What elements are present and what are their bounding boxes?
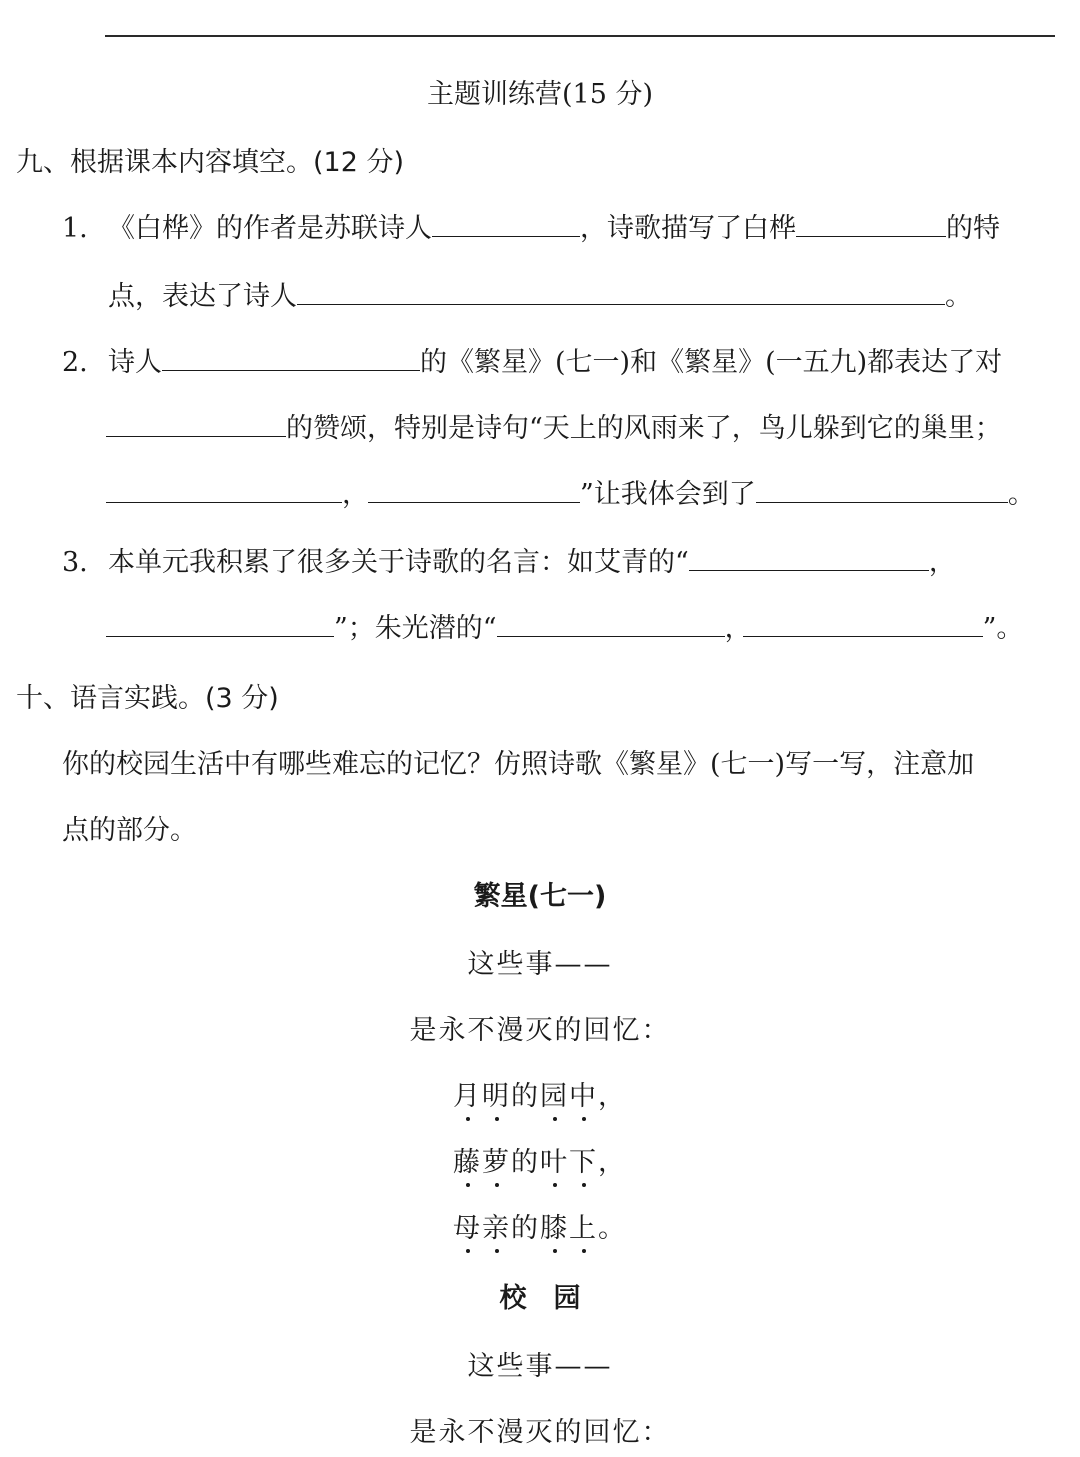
dotted-char: 明 — [482, 1074, 511, 1113]
answer-blank[interactable] — [432, 214, 580, 237]
dotted-char: 园 — [540, 1074, 569, 1113]
answer-blank[interactable] — [756, 480, 1008, 503]
section-9-title: 九、根据课本内容填空。(12 分) — [16, 147, 405, 178]
question-1-line-1 — [62, 206, 1000, 245]
question-3-text-d: ， — [724, 613, 752, 644]
poem-char: 的 — [511, 1213, 540, 1244]
question-2-text-d: ， — [342, 479, 369, 510]
section-10-title: 十、语言实践。(3 分) — [16, 683, 279, 714]
dotted-char: 中 — [569, 1074, 598, 1113]
question-3-line-1 — [62, 540, 956, 579]
dotted-char: 月 — [453, 1074, 482, 1113]
answer-blank[interactable] — [297, 282, 945, 305]
question-1-text-b: ，诗歌描写了白桦 — [580, 213, 796, 244]
poem-char: 的 — [511, 1147, 540, 1178]
dotted-char: 下 — [569, 1140, 598, 1179]
poem-dotted-line — [0, 1074, 1080, 1113]
section-10-prompt-line-2: 点的部分。 — [62, 815, 197, 846]
answer-blank[interactable] — [689, 548, 929, 571]
header-rule — [105, 35, 1055, 37]
question-2-text-e: ”让我体会到了 — [580, 479, 756, 510]
question-1-text-e: 。 — [945, 281, 972, 312]
question-2-text-f: 。 — [1007, 479, 1035, 510]
question-3-line-2 — [106, 606, 1023, 645]
poem-punct: 。 — [598, 1213, 627, 1244]
poem-2-line: 这些事—— — [467, 1351, 613, 1382]
question-1-text-c: 的特 — [946, 213, 1000, 244]
poem-punct: ， — [598, 1147, 627, 1178]
section-10-prompt-line-1: 你的校园生活中有哪些难忘的记忆？仿照诗歌《繁星》(七一)写一写，注意加 — [62, 749, 975, 780]
question-3-text-b: ， — [928, 547, 956, 578]
poem-dotted-line — [0, 1206, 1080, 1245]
poem-2-title: 校 园 — [499, 1283, 581, 1314]
question-3-text-c: ”；朱光潜的“ — [334, 613, 497, 644]
page-heading: 主题训练营(15 分) — [426, 79, 653, 110]
dotted-char: 叶 — [540, 1140, 569, 1179]
poem-dotted-line — [0, 1140, 1080, 1179]
answer-blank[interactable] — [106, 414, 286, 437]
question-1-text-d: 点，表达了诗人 — [108, 281, 297, 312]
question-1-number: 1. — [62, 213, 88, 244]
question-2-line-1 — [62, 340, 1002, 379]
poem-punct: ， — [598, 1081, 627, 1112]
question-2-number: 2. — [62, 347, 88, 378]
question-2-text-a: 诗人 — [108, 347, 162, 378]
answer-blank[interactable] — [106, 614, 334, 637]
poem-line: 是永不漫灭的回忆： — [409, 1015, 671, 1046]
answer-blank[interactable] — [106, 480, 342, 503]
question-2-line-3 — [106, 472, 1035, 511]
answer-blank[interactable] — [162, 348, 420, 371]
dotted-char: 膝 — [540, 1206, 569, 1245]
dotted-char: 上 — [569, 1206, 598, 1245]
question-2-text-b: 的《繁星》(七一)和《繁星》(一五九)都表达了对 — [420, 347, 1003, 378]
answer-blank[interactable] — [796, 214, 946, 237]
answer-blank[interactable] — [743, 614, 983, 637]
dotted-char: 亲 — [482, 1206, 511, 1245]
dotted-char: 藤 — [453, 1140, 482, 1179]
question-3-text-a: 本单元我积累了很多关于诗歌的名言：如艾青的“ — [108, 547, 689, 578]
question-2-text-c: 的赞颂，特别是诗句“天上的风雨来了，鸟儿躲到它的巢里； — [286, 413, 1002, 444]
question-2-line-2 — [106, 406, 1002, 445]
dotted-char: 母 — [453, 1206, 482, 1245]
poem-char: 的 — [511, 1081, 540, 1112]
dotted-char: 萝 — [482, 1140, 511, 1179]
poem-line: 这些事—— — [467, 949, 613, 980]
poem-2-line: 是永不漫灭的回忆： — [409, 1417, 671, 1448]
question-1-line-2 — [108, 274, 972, 313]
question-3-number: 3. — [62, 547, 88, 578]
question-1-text-a: 《白桦》的作者是苏联诗人 — [108, 213, 432, 244]
question-3-text-e: ”。 — [982, 613, 1024, 644]
answer-blank[interactable] — [368, 480, 580, 503]
poem-title: 繁星(七一) — [473, 881, 607, 912]
answer-blank[interactable] — [497, 614, 725, 637]
